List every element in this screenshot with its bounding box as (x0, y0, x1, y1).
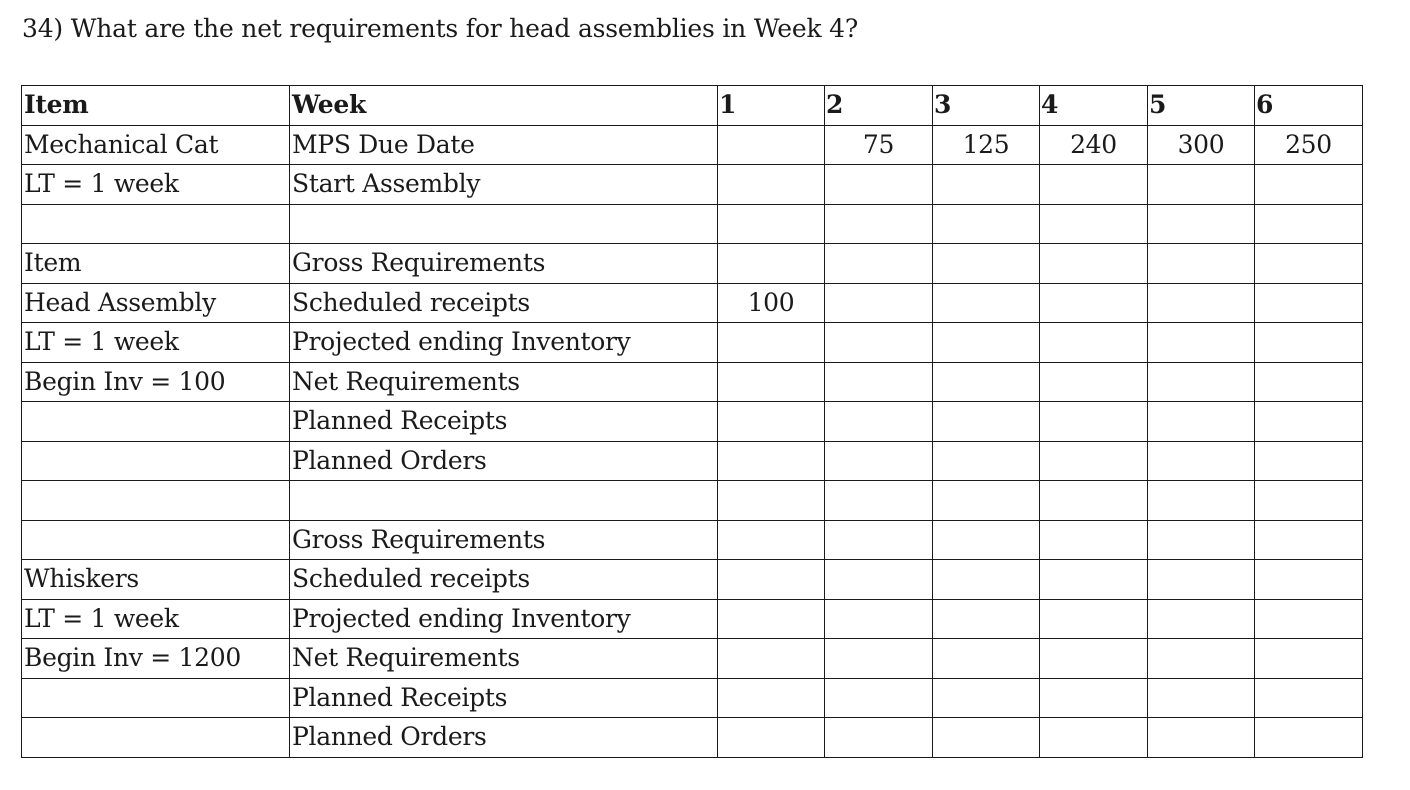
week-5-value-cell (1148, 204, 1255, 244)
week-6-value-cell: 250 (1255, 125, 1363, 165)
week-5-value-cell (1148, 402, 1255, 442)
table-row (22, 125, 1363, 165)
week-4-value-cell (1040, 204, 1148, 244)
week-6-value-cell (1255, 283, 1363, 323)
week-3-value-cell (933, 520, 1040, 560)
week-4-value-cell (1040, 481, 1148, 521)
week-4-value-cell (1040, 520, 1148, 560)
week-5-value-cell (1148, 639, 1255, 679)
mrp-table-body (22, 86, 1363, 758)
week-3-value-cell (933, 718, 1040, 758)
item-cell: Head Assembly (22, 283, 290, 323)
week-1-value-cell (718, 402, 825, 442)
item-cell (22, 481, 290, 521)
week-4-value-cell (1040, 323, 1148, 363)
row-label-cell (290, 204, 718, 244)
week-2-value-cell (825, 283, 933, 323)
week-4-value-cell (1040, 718, 1148, 758)
header-week: Week (290, 86, 718, 126)
header-week-3: 3 (933, 86, 1040, 126)
table-row (22, 323, 1363, 363)
item-cell: Item (22, 244, 290, 284)
row-label-cell: Projected ending Inventory (290, 323, 718, 363)
item-cell: Mechanical Cat (22, 125, 290, 165)
week-5-value-cell (1148, 560, 1255, 600)
week-3-value-cell (933, 283, 1040, 323)
week-2-value-cell (825, 560, 933, 600)
week-3-value-cell (933, 560, 1040, 600)
row-label-cell: Scheduled receipts (290, 283, 718, 323)
week-5-value-cell (1148, 441, 1255, 481)
item-cell (22, 520, 290, 560)
week-1-value-cell (718, 323, 825, 363)
week-3-value-cell: 125 (933, 125, 1040, 165)
week-6-value-cell (1255, 599, 1363, 639)
question-text: 34) What are the net requirements for head assemblies in Week 4? (22, 14, 859, 43)
row-label-cell: Planned Receipts (290, 402, 718, 442)
week-6-value-cell (1255, 323, 1363, 363)
item-cell (22, 678, 290, 718)
week-6-value-cell (1255, 639, 1363, 679)
week-3-value-cell (933, 323, 1040, 363)
week-6-value-cell (1255, 718, 1363, 758)
row-label-cell: Start Assembly (290, 165, 718, 205)
table-row (22, 402, 1363, 442)
week-2-value-cell (825, 323, 933, 363)
week-6-value-cell (1255, 204, 1363, 244)
table-row (22, 560, 1363, 600)
week-2-value-cell (825, 639, 933, 679)
week-4-value-cell (1040, 362, 1148, 402)
week-3-value-cell (933, 362, 1040, 402)
week-4-value-cell (1040, 283, 1148, 323)
week-3-value-cell (933, 204, 1040, 244)
week-3-value-cell (933, 639, 1040, 679)
week-1-value-cell (718, 481, 825, 521)
table-header-row (22, 86, 1363, 126)
item-cell: Whiskers (22, 560, 290, 600)
week-5-value-cell (1148, 165, 1255, 205)
week-5-value-cell (1148, 520, 1255, 560)
item-cell (22, 441, 290, 481)
week-6-value-cell (1255, 402, 1363, 442)
week-5-value-cell: 300 (1148, 125, 1255, 165)
week-1-value-cell (718, 520, 825, 560)
table-row (22, 283, 1363, 323)
week-5-value-cell (1148, 678, 1255, 718)
week-2-value-cell (825, 718, 933, 758)
row-label-cell: Net Requirements (290, 362, 718, 402)
week-4-value-cell (1040, 441, 1148, 481)
header-week-4: 4 (1040, 86, 1148, 126)
week-4-value-cell (1040, 165, 1148, 205)
row-label-cell: Gross Requirements (290, 520, 718, 560)
week-1-value-cell (718, 165, 825, 205)
table-row (22, 678, 1363, 718)
week-1-value-cell (718, 362, 825, 402)
week-3-value-cell (933, 441, 1040, 481)
week-6-value-cell (1255, 481, 1363, 521)
table-row (22, 165, 1363, 205)
week-6-value-cell (1255, 165, 1363, 205)
row-label-cell: Planned Orders (290, 441, 718, 481)
row-label-cell (290, 481, 718, 521)
row-label-cell: Projected ending Inventory (290, 599, 718, 639)
week-2-value-cell (825, 402, 933, 442)
week-1-value-cell (718, 204, 825, 244)
week-4-value-cell (1040, 244, 1148, 284)
week-3-value-cell (933, 678, 1040, 718)
week-6-value-cell (1255, 362, 1363, 402)
week-5-value-cell (1148, 481, 1255, 521)
week-4-value-cell (1040, 560, 1148, 600)
week-2-value-cell (825, 520, 933, 560)
week-6-value-cell (1255, 560, 1363, 600)
week-5-value-cell (1148, 362, 1255, 402)
week-4-value-cell (1040, 678, 1148, 718)
item-cell (22, 204, 290, 244)
week-1-value-cell (718, 639, 825, 679)
table-row (22, 481, 1363, 521)
week-2-value-cell (825, 441, 933, 481)
item-cell (22, 402, 290, 442)
week-6-value-cell (1255, 244, 1363, 284)
week-1-value-cell (718, 599, 825, 639)
week-6-value-cell (1255, 520, 1363, 560)
row-label-cell: MPS Due Date (290, 125, 718, 165)
row-label-cell: Planned Receipts (290, 678, 718, 718)
item-cell (22, 718, 290, 758)
week-5-value-cell (1148, 323, 1255, 363)
mrp-table (21, 85, 1363, 758)
item-cell: Begin Inv = 100 (22, 362, 290, 402)
week-2-value-cell (825, 204, 933, 244)
week-1-value-cell (718, 125, 825, 165)
header-item: Item (22, 86, 290, 126)
row-label-cell: Net Requirements (290, 639, 718, 679)
week-5-value-cell (1148, 283, 1255, 323)
row-label-cell: Scheduled receipts (290, 560, 718, 600)
table-row (22, 244, 1363, 284)
week-3-value-cell (933, 402, 1040, 442)
week-1-value-cell (718, 244, 825, 284)
week-3-value-cell (933, 481, 1040, 521)
week-4-value-cell (1040, 402, 1148, 442)
row-label-cell: Gross Requirements (290, 244, 718, 284)
header-week-1: 1 (718, 86, 825, 126)
header-week-2: 2 (825, 86, 933, 126)
week-2-value-cell (825, 362, 933, 402)
week-2-value-cell (825, 244, 933, 284)
week-4-value-cell (1040, 639, 1148, 679)
header-week-5: 5 (1148, 86, 1255, 126)
week-3-value-cell (933, 165, 1040, 205)
week-2-value-cell (825, 678, 933, 718)
week-2-value-cell (825, 599, 933, 639)
week-1-value-cell (718, 560, 825, 600)
week-1-value-cell (718, 441, 825, 481)
week-1-value-cell (718, 718, 825, 758)
item-cell: LT = 1 week (22, 323, 290, 363)
table-row (22, 441, 1363, 481)
table-row (22, 362, 1363, 402)
row-label-cell: Planned Orders (290, 718, 718, 758)
week-1-value-cell (718, 678, 825, 718)
week-3-value-cell (933, 599, 1040, 639)
week-5-value-cell (1148, 599, 1255, 639)
table-row (22, 639, 1363, 679)
table-row (22, 718, 1363, 758)
week-1-value-cell: 100 (718, 283, 825, 323)
table-row (22, 204, 1363, 244)
item-cell: LT = 1 week (22, 165, 290, 205)
week-6-value-cell (1255, 678, 1363, 718)
week-4-value-cell (1040, 599, 1148, 639)
week-2-value-cell (825, 481, 933, 521)
week-5-value-cell (1148, 718, 1255, 758)
week-2-value-cell: 75 (825, 125, 933, 165)
week-4-value-cell: 240 (1040, 125, 1148, 165)
week-6-value-cell (1255, 441, 1363, 481)
item-cell: Begin Inv = 1200 (22, 639, 290, 679)
table-row (22, 520, 1363, 560)
table-row (22, 599, 1363, 639)
week-2-value-cell (825, 165, 933, 205)
week-3-value-cell (933, 244, 1040, 284)
item-cell: LT = 1 week (22, 599, 290, 639)
week-5-value-cell (1148, 244, 1255, 284)
header-week-6: 6 (1255, 86, 1363, 126)
